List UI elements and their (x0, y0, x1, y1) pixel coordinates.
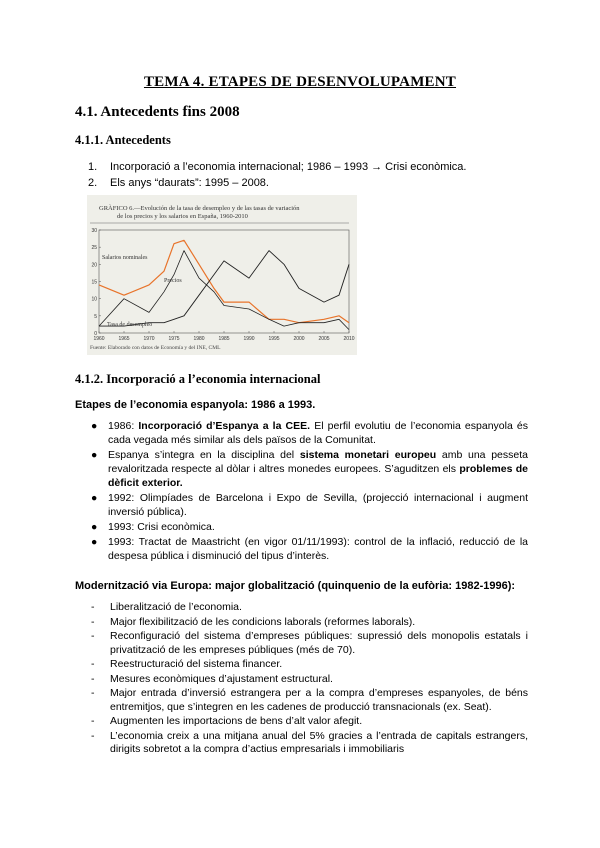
y-tick-label: 20 (91, 262, 97, 269)
list-item: - Augmenten les importacions de bens d’alt valor afegit. (91, 715, 363, 727)
x-tick-label: 1975 (168, 336, 180, 342)
dash-list (88, 601, 528, 758)
x-tick-label: 1980 (193, 336, 205, 342)
label-salaries: Salarios nominales (102, 255, 148, 261)
list-item: 1. Incorporació a l’economia internacional; 1986 – 1993 → Crisi econòmica. (88, 161, 467, 173)
x-tick-label: 1970 (143, 336, 155, 342)
chart-caption-line2: de los precios y los salarios en España, 1960-2010 (117, 213, 248, 220)
x-tick-label: 2000 (293, 336, 305, 342)
label-prices: Precios (164, 278, 182, 284)
y-tick-label: 25 (91, 245, 97, 252)
y-tick-label: 15 (91, 279, 97, 286)
list-item: ● 1992: Olimpíades de Barcelona i Expo de Sevilla, (projecció internacional i augment inversió pública). (91, 492, 528, 518)
x-tick-label: 2010 (343, 336, 355, 342)
x-tick-label: 2005 (318, 336, 330, 342)
stages-heading: Etapes de l’economia espanyola: 1986 a 1993. (75, 399, 316, 411)
list-item: ● Espanya s’integra en la disciplina del sistema monetari europeu amb una pesseta revaloritzada respecte al dòlar i altres monedes europees. S’aguditzen els problemes de dèficit exterior. (91, 449, 529, 489)
list-item: - Major flexibilització de les condicions laborals (reformes laborals). (91, 615, 416, 628)
x-tick-label: 1985 (218, 336, 230, 342)
list-item: 2. Els anys “daurats”: 1995 – 2008. (88, 177, 269, 189)
y-tick-label: 30 (91, 228, 97, 234)
list-item: ● 1986: Incorporació d’Espanya a la CEE. El perfil evolutiu de l’economia espanyola és cada vegada més similar als dels països de la Comunitat. (91, 420, 528, 446)
chart-figure (87, 195, 357, 355)
chart-caption-line1: GRÀFICO 6.—Evolución de la tasa de desempleo y de las tasas de variación (99, 205, 300, 212)
y-tick-label: 5 (94, 313, 97, 320)
series-unemployment-line (99, 251, 349, 327)
section-heading: 4.1. Antecedents fins 2008 (75, 104, 240, 120)
list-item: ● 1993: Tractat de Maastricht (en vigor 01/11/1993): control de la inflació, reducció de la despesa pública i disminució del tipus d’interès. (91, 536, 528, 562)
x-tick-label: 1965 (118, 336, 130, 342)
y-tick-label: 0 (94, 331, 97, 337)
x-tick-label: 1990 (243, 336, 255, 342)
list-item: - Reestructuració del sistema financer. (91, 658, 283, 670)
line-chart (87, 195, 357, 355)
series-salaries-line (99, 240, 349, 322)
subsection-heading-incorporacio: 4.1.2. Incorporació a l’economia internacional (75, 372, 321, 386)
list-item: ● 1993: Crisi econòmica. (91, 521, 215, 533)
label-unemployment: Tasa de desempleo (107, 322, 153, 328)
plot-frame (99, 230, 349, 333)
list-item: - Liberalització de l’economia. (91, 601, 242, 613)
y-tick-label: 10 (91, 296, 97, 303)
list-item: - L’economia creix a una mitjana anual del 5% gracies a l’entrada de capitals estrangers, dirigits sobretot a la compra d’actius empresarials i immobiliaris (91, 729, 528, 755)
list-item: - Mesures econòmiques d’ajustament estructural. (91, 672, 333, 685)
modernitzacio-heading: Modernització via Europa: major globalització (quinquenio de la eufòria: 1982-1996): (75, 580, 516, 592)
list-item: - Major entrada d’inversió estrangera per a la compra d’empreses espanyoles, de béns entremitjos, que s’integren en les cadenes de producció transnacionals (ex. Seat). (91, 687, 528, 713)
document-title: TEMA 4. ETAPES DE DESENVOLUPAMENT (143, 74, 457, 90)
numbered-list (88, 159, 528, 191)
bullet-list (88, 419, 528, 564)
subsection-heading-antecedents: 4.1.1. Antecedents (75, 133, 171, 147)
x-tick-label: 1995 (268, 336, 280, 342)
chart-source: Fuente: Elaborado con datos de Economía y del INE, CML (90, 345, 221, 351)
x-tick-label: 1960 (93, 336, 105, 342)
list-item: - Reconfiguració del sistema d’empreses públiques: supressió dels monopolis estatals i privatització de les empreses públiques (més de 70). (91, 630, 528, 656)
